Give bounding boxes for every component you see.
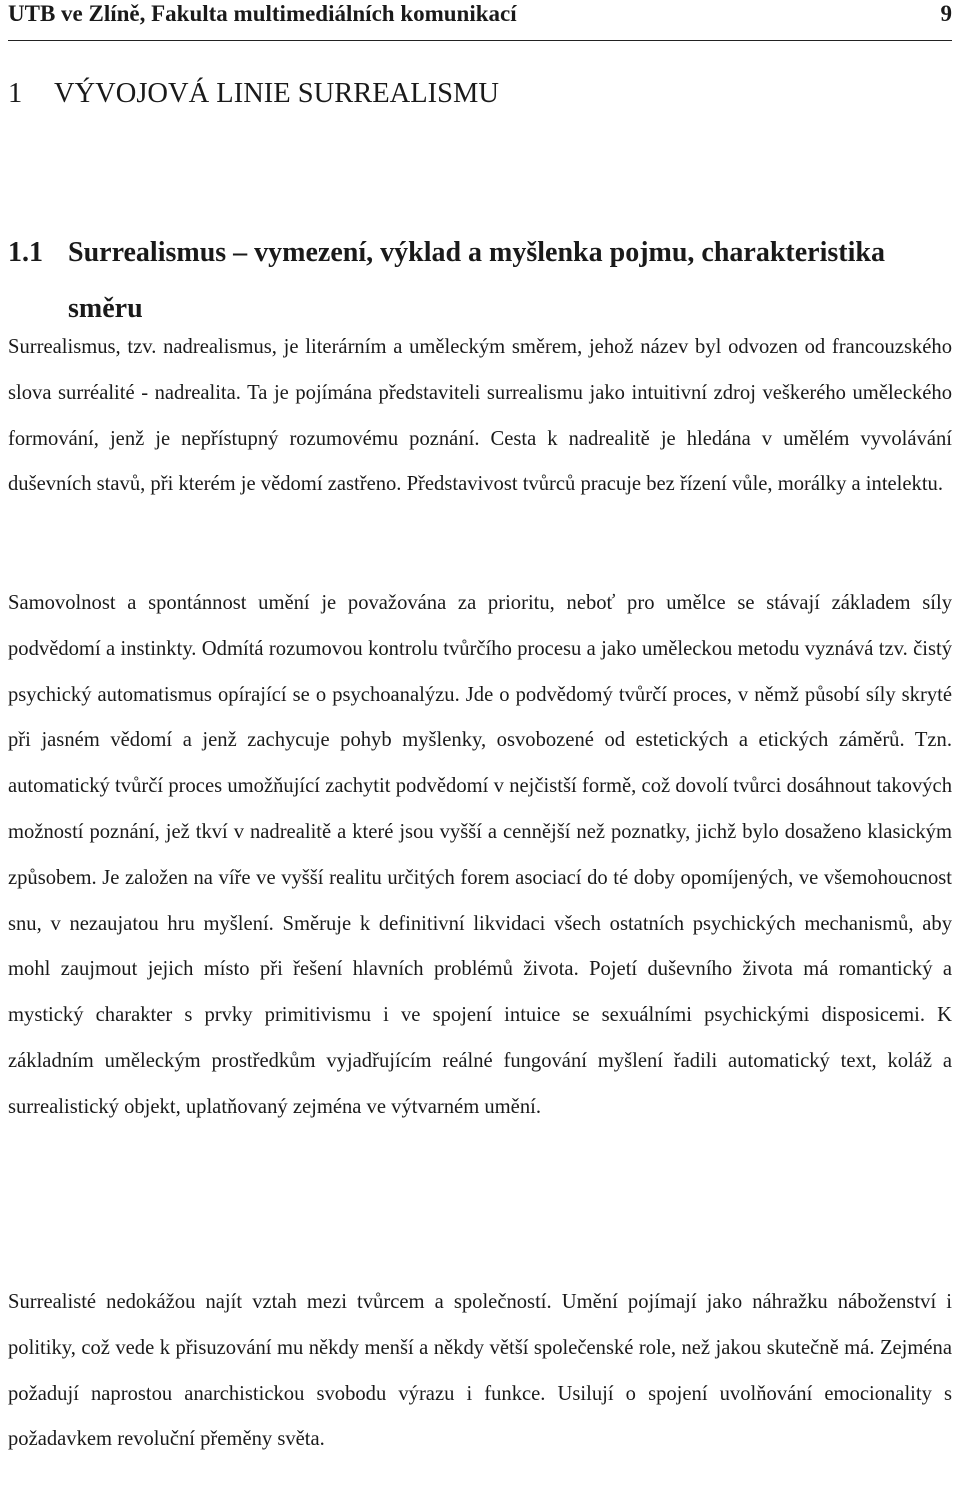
section-title: Surrealismus – vymezení, výklad a myšlenka pojmu, charakteristika směru bbox=[68, 237, 885, 324]
running-header bbox=[8, 0, 952, 41]
header-title: UTB ve Zlíně, Fakulta multimediálních komunikací bbox=[8, 1, 517, 26]
paragraph-2: Samovolnost a spontánnost umění je považována za prioritu, neboť pro umělce se stávají základem síly podvědomí a instinkty. Odmítá rozumovou kontrolu tvůrčího procesu a jako uměleckou metodu vyznává tzv. čistý psychický automatismus opírající se o psychoanalýzu. Jde o podvědomý tvůrčí proces, v němž působí síly skryté při jasném vědomí a jenž zachycuje pohyb myšlenky, osvobozené od estetických a etických záměrů. Tzn. automatický tvůrčí proces umožňující zachytit podvědomí v nejčistší formě, což dovolí tvůrci dosáhnout takových možností poznání, jež tkví v nadrealitě a které jsou vyšší a cennější než poznatky, jichž bylo dosaženo klasickým způsobem. Je založen na víře ve vyšší realitu určitých forem asociací do té doby opomíjených, ve všemohoucnost snu, v nezaujatou hru myšlení. Směruje k definitivní likvidaci všech ostatních psychických mechanismů, aby mohl zaujmout jejich místo při řešení hlavních problémů života. Pojetí duševního života má romantický a mystický charakter s prvky primitivismu i ve spojení intuice se sexuálními psychickými disposicemi. K základním uměleckým prostředkům vyjadřujícím reálné fungování myšlení řadili automatický text, koláž a surrealistický objekt, uplatňovaný zejména ve výtvarném umění. bbox=[8, 592, 952, 1118]
section-number: 1.1 bbox=[8, 237, 43, 268]
chapter-number: 1 bbox=[8, 78, 23, 109]
paragraph-1: Surrealismus, tzv. nadrealismus, je literárním a uměleckým směrem, jehož název byl odvozen od francouzského slova surréalité - nadrealita. Ta je pojímána představiteli surrealismu jako intuitivní zdroj veškerého uměleckého formování, jenž je nepřístupný rozumovému poznání. Cesta k nadrealitě je hledána v umělém vyvolávání duševních stavů, při kterém je vědomí zastřeno. Představivost tvůrců pracuje bez řízení vůle, morálky a intelektu. bbox=[8, 336, 952, 496]
page-number: 9 bbox=[940, 1, 952, 26]
section-heading bbox=[8, 225, 952, 337]
paragraph-3: Surrealisté nedokážou najít vztah mezi tvůrcem a společností. Umění pojímají jako náhražku náboženství i politiky, což vede k přisuzování mu někdy menší a někdy větší společenské role, než jakou skutečně má. Zejména požadují naprostou anarchistickou svobodu výrazu i funkce. Usilují o spojení uvolňování emocionality s požadavkem revoluční přeměny světa. bbox=[8, 1291, 952, 1451]
chapter-title: VÝVOJOVÁ LINIE SURREALISMU bbox=[54, 78, 499, 109]
chapter-heading bbox=[8, 78, 499, 110]
